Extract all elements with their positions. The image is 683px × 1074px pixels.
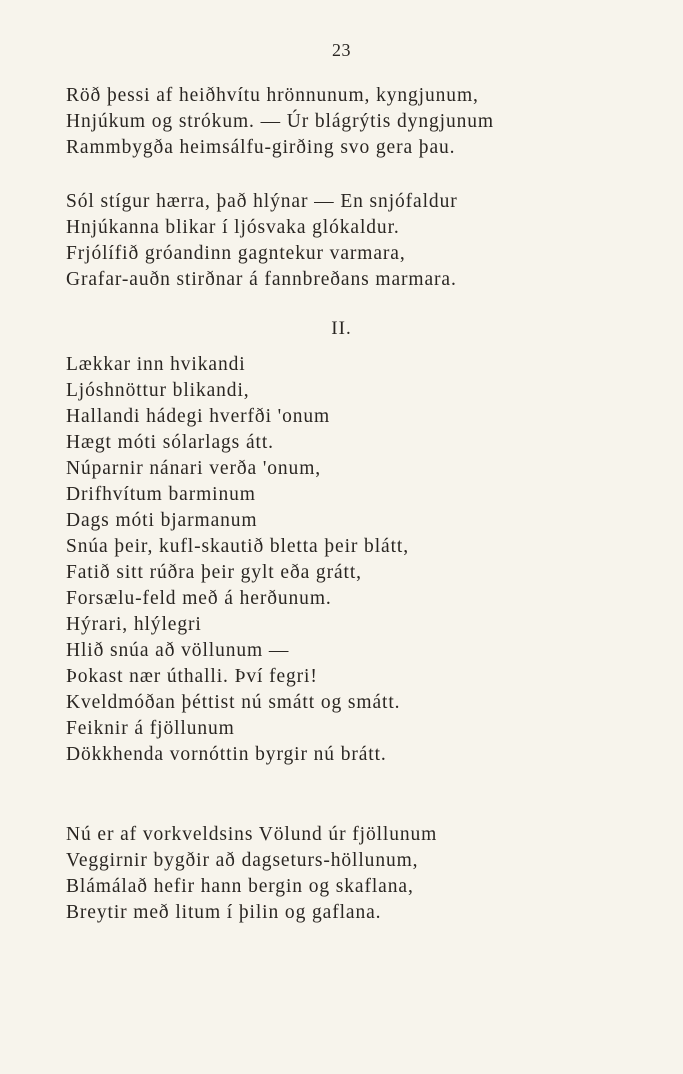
page-number: 23 — [332, 40, 351, 60]
poem-line: Hýrari, hlýlegri — [66, 614, 202, 635]
stanza-4 — [66, 822, 437, 926]
stanza-3 — [66, 352, 409, 768]
poem-line: Hnjúkanna blikar í ljósvaka glókaldur. — [66, 217, 400, 238]
poem-line: Frjólífið gróandinn gagntekur varmara, — [66, 243, 406, 264]
poem-line: Röð þessi af heiðhvítu hrönnunum, kyngjunum, — [66, 85, 479, 106]
section-numeral: II. — [331, 318, 352, 339]
poem-line: Snúa þeir, kufl-skautið bletta þeir blátt, — [66, 536, 409, 557]
poem-line: Dags móti bjarmanum — [66, 510, 258, 531]
poem-line: Þokast nær úthalli. Því fegri! — [66, 666, 318, 687]
poem-line: Breytir með litum í þilin og gaflana. — [66, 902, 382, 923]
poem-line: Rammbygða heimsálfu-girðing svo gera þau. — [66, 137, 456, 158]
poem-line: Hægt móti sólarlags átt. — [66, 432, 274, 453]
poem-line: Dökkhenda vornóttin byrgir nú brátt. — [66, 744, 387, 765]
poem-line: Hallandi hádegi hverfði 'onum — [66, 406, 331, 427]
poem-line: Núparnir nánari verða 'onum, — [66, 458, 322, 479]
poem-line: Nú er af vorkveldsins Völund úr fjöllunum — [66, 824, 438, 845]
poem-line: Kveldmóðan þéttist nú smátt og smátt. — [66, 692, 401, 713]
poem-line: Grafar-auðn stirðnar á fannbreðans marmara. — [66, 269, 457, 290]
poem-line: Lækkar inn hvikandi — [66, 354, 246, 375]
poem-line: Sól stígur hærra, það hlýnar — En snjófaldur — [66, 191, 458, 212]
poem-line: Blámálað hefir hann bergin og skaflana, — [66, 876, 414, 897]
stanza-2 — [66, 189, 458, 293]
stanza-1 — [66, 83, 494, 161]
poem-line: Ljóshnöttur blikandi, — [66, 380, 250, 401]
poem-line: Forsælu-feld með á herðunum. — [66, 588, 332, 609]
poem-line: Fatið sitt rúðra þeir gylt eða grátt, — [66, 562, 362, 583]
poem-line: Hlið snúa að völlunum — — [66, 640, 290, 661]
poem-line: Drifhvítum barminum — [66, 484, 256, 505]
poem-line: Hnjúkum og strókum. — Úr blágrýtis dyngjunum — [66, 111, 494, 132]
poem-line: Feiknir á fjöllunum — [66, 718, 235, 739]
poem-line: Veggirnir bygðir að dagseturs-höllunum, — [66, 850, 419, 871]
